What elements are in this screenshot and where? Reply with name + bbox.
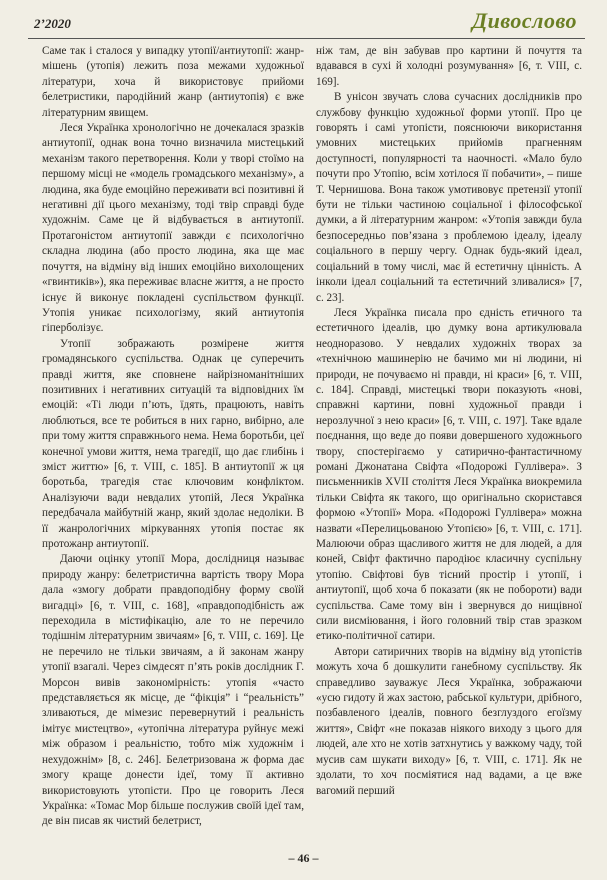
paragraph: ніж там, де він забував про картини й почуття та вдавався в сухі й холодні розумування» [6, т. VIII, с. 169]. <box>316 45 582 88</box>
paragraph: Леся Українка писала про єдність етичного та естетичного ідеалів, цю думку вона артикулювала неодноразово. У невдалих художніх творах за «технічною машинерію не бачимо ми ні людини, ні природи, не почуваємо ні правди, ні краси» [6, т. VIII, с. 184]. Справді, мистецькі твори показують «нові, справжні картини, повні художньої правди і нерозлучної з нею краси» [6, т. VIII, с. 197]. Таке вдале поєднання, що веде до появи довершеного художнього твору, спостерігаємо у сатирично-фантастичному романі Джонатана Свіфта «Подорожі Гуллівера». З письменників XVII століття Леся Українка виокремила тільки Свіфта як такого, що оригінально скористався формою «Утопії» Мора. «Подорожі Гуллівера» можна назвати «Перелицьованою Утопією» [6, т. VIII, с. 171]. Малюючи образ щасливого життя не для людей, а для коней, Свіфт фактично пародіює класичну суспільну утопію. Свіфтові був тісний простір і утопії, і антиутопії, щоб хоча б показати (як не побороти) вади суспільства. Саме тому він і звернувся до нищівної сили висміювання, і його головний твір став зразком етико-політичної сатири. <box>316 306 582 643</box>
paragraph: В унісон звучать слова сучасних дослідників про службову функцію художньої форми утопії. Про це говорять і самі утопісти, пояснюючи використання умовних мистецьких прийомів прагненням доступності, популярності та наочності. «Мало було почути про Утопію, всім хотілося її побачити», – пише Т. Чернишова. Вона також умотивовує претензії утопії бути не тільки частиною соціальної і філософської думки, а й літературним жанром: «Утопія завжди була безпосередньо пов’язана з проблемою ідеалу, ідеалу соціального в першу чергу. Однак будь-який ідеал, соціальний в тому числі, має й естетичну цінність. А інколи ідеал соціальний та естетичний зливалися» [7, с. 23]. <box>316 91 582 304</box>
header-rule <box>28 38 585 39</box>
paragraph: Саме так і сталося у випадку утопії/антиутопії: жанр-мішень (утопія) лежить поза межами художньої літератури, хоча й використовує прийоми белетристики, пародійний жанр (антиутопія) є вже літературним явищем. <box>42 45 304 119</box>
page-header <box>28 10 585 36</box>
issue-number: 2’2020 <box>34 16 71 31</box>
paragraph: Леся Українка хронологічно не дочекалася зразків антиутопії, однак вона точно визначила мистецький механізм такого перетворення. Коли у творі стоїмо на першому місці не «модель громадського механізму», а людина, яка буде емоційно переживати всі позитивні й негативні дії цього механізму, тоді твір справді буде художнім. Саме це й відбувається в антиутопії. Протагоністом антиутопії завжди є психологічно складна людина (або просто людина, яка ще має почуття, на відміну від інших емоційно вихолощених «гвинтиків»), яка переживає власне життя, а не просто існує й виконує покладені суспільством функції. Утопія уникає психологізму, який антиутопія гіперболізує. <box>42 122 304 335</box>
journal-logo: Дивослово <box>472 8 577 33</box>
paragraph: Автори сатиричних творів на відміну від утопістів можуть хоча б дошкулити ганебному суспільству. Як справедливо зауважує Леся Українка, зображаючи «усю гидоту й жах застою, рабської культури, дрібного, позбавленого ідеалів, повного безглуздого егоїзму життя», Свіфт «не показав ніякого виходу з цього для людей, але хто не хотів затхнутись у важкому чаду, той мусив сам шукати виходу» [6, т. VIII, с. 171]. Як не здолати, то хоч посміятися над вадами, а це вже вагомий перший <box>316 645 582 797</box>
left-column <box>42 44 304 830</box>
paragraph: Даючи оцінку утопії Мора, дослідниця называє природу жанру: белетристична вартість твору Мора дала «змогу добрати правдоподібну форму своїй вигадці» [6, т. VIII, с. 168], «правдоподібність аж переходила в містифікацію, але то не перечило тодішнім літературним звичаям» [6, т. VIII, с. 169]. Це не перечило не тільки звичаям, а й законам жанру утопії взагалі. Через сімдесят п’ять років дослідник Г. Морсон вивів закономірність: утопія «часто представляється як місце, де “фікція” і “реальність” зливаються, де мімезис перевернутий і реальність імітує мистецтво», «утопічна література руйнує межі між образом і реальністю, тобто між художнім і нехудожнім» [8, с. 246]. Белетризована ж форма дає змогу краще донести ідеї, тому її активно використовують утопісти. Про це говорить Леся Українка: «Томас Мор більше послужив своїй ідеї там, де він писав як чистий белетрист, <box>42 553 304 828</box>
paragraph: Утопії зображають розмірене життя громадянського суспільства. Однак це суперечить правді життя, яке сповнене найрізноманітніших позитивних і негативних ситуацій та відповідних їм емоцій: «Ті люди п’ють, їдять, працюють, навіть люблються, все те робиться в них гарно, вибірно, але при тому життя справжнього нема. Нема боротьби, цеї конечної умови життя, нема трагедії, що дає глибінь і зміст життю» [6, т. VIII, с. 185]. В антиутопії ж ця боротьба, трагедія стає ключовим конфліктом. Аналізуючи вади невдалих утопій, Леся Українка передбачала майбутній жанр, який здолає недоліки. В її жанрологічних міркуваннях утопія постає як протожанр антиутопії. <box>42 337 304 550</box>
page-number: – 46 – <box>288 851 319 865</box>
right-column <box>316 44 582 799</box>
